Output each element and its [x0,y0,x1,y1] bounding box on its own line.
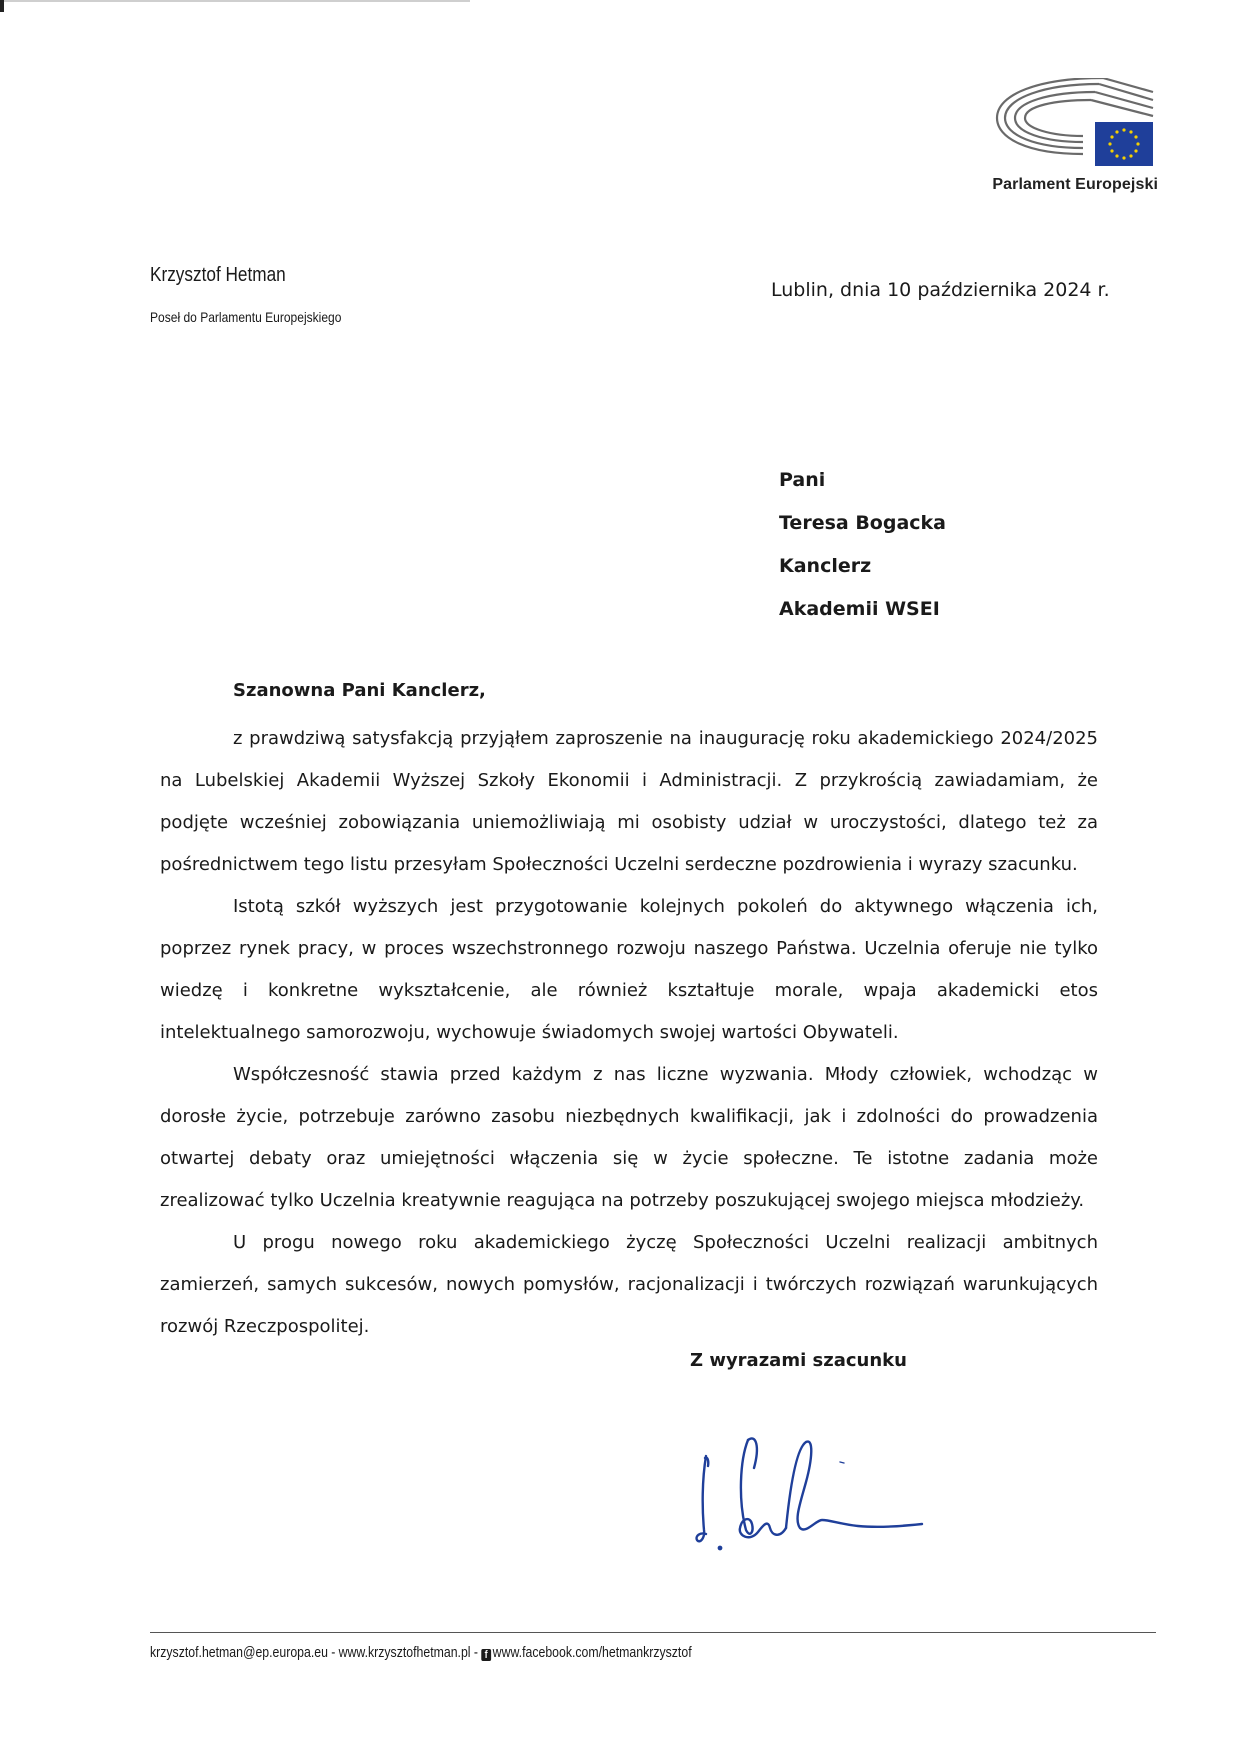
footer-contact [150,1644,692,1661]
footer-separator: - [331,1644,336,1661]
footer-website[interactable]: www.krzysztofhetman.pl [338,1644,471,1661]
recipient-line: Akademii WSEI [779,598,940,620]
recipient-line: Kanclerz [779,555,872,577]
footer-facebook[interactable]: www.facebook.com/hetmankrzysztof [492,1644,692,1661]
body-paragraph: Współczesność stawia przed każdym z nas liczne wyzwania. Młody człowiek, wchodząc w dorosłe życie, potrzebuje zarówno zasobu niezbędnych kwalifikacji, jak i zdolności do prowadzenia otwartej debaty oraz umiejętności włączenia się w życie społeczne. Te istotne zadania może zrealizować tylko Uczelnia kreatywnie reagująca na potrzeby poszukującej swojego miejsca młodzieży. [160,1064,1098,1211]
body-paragraph: U progu nowego roku akademickiego życzę Społeczności Uczelni realizacji ambitnych zamierzeń, samych sukcesów, nowych pomysłów, racjonalizacji i twórczych rozwiązań warunkujących rozwój Rzeczpospolitej. [160,1232,1098,1337]
footer-email[interactable]: krzysztof.hetman@ep.europa.eu [150,1644,328,1661]
recipient-line: Pani [779,469,826,491]
closing: Z wyrazami szacunku [690,1350,907,1371]
facebook-icon: f [481,1649,491,1661]
body-paragraph: z prawdziwą satysfakcją przyjąłem zaproszenie na inaugurację roku akademickiego 2024/2025 na Lubelskiej Akademii Wyższej Szkoły Ekonomii i Administracji. Z przykrością zawiadamiam, że podjęte wcześniej zobowiązania uniemożliwiają mi osobisty udział w uroczystości, dlatego też za pośrednictwem tego listu przesyłam Społeczności Uczelni serdeczne pozdrowienia i wyrazy szacunku. [160,728,1098,875]
letter-body [160,718,1098,1348]
footer-separator: - [473,1644,478,1661]
scan-edge [0,0,470,2]
sender-name: Krzysztof Hetman [150,264,286,286]
european-parliament-logo [995,78,1157,170]
handwritten-signature [690,1420,940,1570]
letter-date: Lublin, dnia 10 października 2024 r. [771,279,1110,301]
scan-edge-mark [0,0,4,12]
sender-role: Poseł do Parlamentu Europejskiego [150,309,342,325]
salutation: Szanowna Pani Kanclerz, [233,680,486,701]
body-paragraph: Istotą szkół wyższych jest przygotowanie kolejnych pokoleń do aktywnego włączenia ich, poprzez rynek pracy, w proces wszechstronnego rozwoju naszego Państwa. Uczelnia oferuje nie tylko wiedzę i konkretne wykształcenie, ale również kształtuje morale, wpaja akademicki etos intelektualnego samorozwoju, wychowuje świadomych swojej wartości Obywateli. [160,896,1098,1043]
recipient-line: Teresa Bogacka [779,512,947,534]
recipient-block [779,468,946,640]
institution-name: Parlament Europejski [992,176,1158,193]
footer-divider [150,1632,1156,1633]
